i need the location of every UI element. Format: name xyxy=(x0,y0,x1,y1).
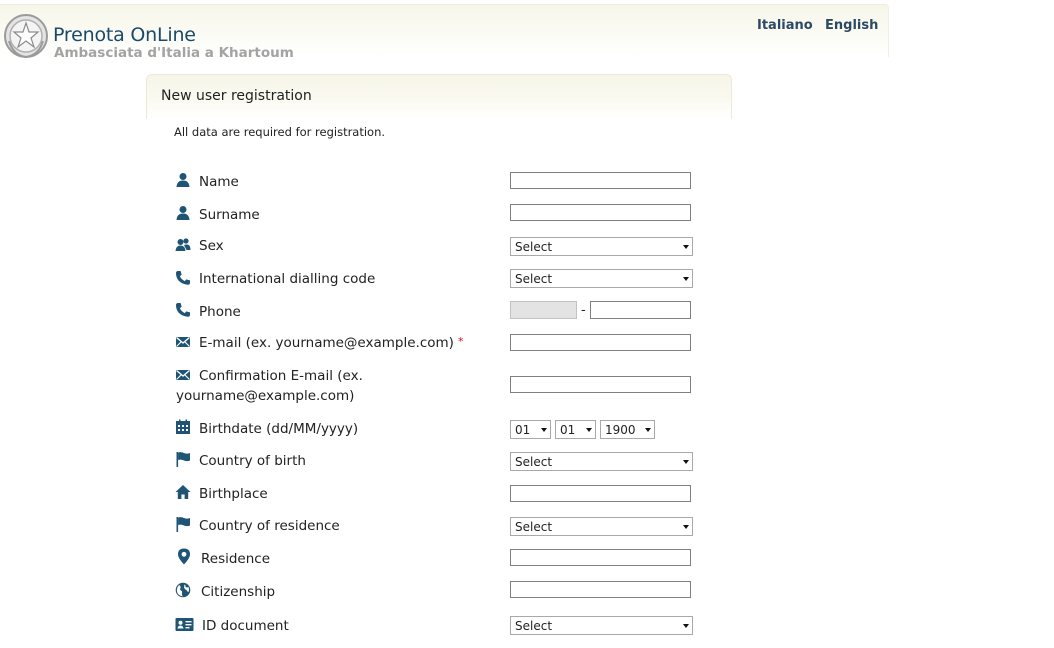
email-input[interactable] xyxy=(510,334,691,351)
name-input[interactable] xyxy=(510,172,691,189)
id-card-icon xyxy=(175,617,194,633)
chevron-down-icon xyxy=(586,428,592,432)
phone-icon xyxy=(175,302,191,318)
id-document-select-value: Select xyxy=(515,619,553,633)
globe-icon xyxy=(175,582,191,598)
flag-icon xyxy=(175,451,191,467)
birth-month-select[interactable] xyxy=(555,420,596,439)
birth-month-value: 01 xyxy=(560,423,576,437)
language-link-english[interactable]: English xyxy=(825,18,879,33)
birthplace-input[interactable] xyxy=(510,485,691,502)
chevron-down-icon xyxy=(683,460,689,464)
dialling-code-select[interactable] xyxy=(510,269,693,288)
country-of-residence-label: Country of residence xyxy=(199,518,340,534)
sex-select-value: Select xyxy=(515,240,553,254)
language-link-italiano[interactable]: Italiano xyxy=(757,18,813,33)
birthdate-label: Birthdate (dd/MM/yyyy) xyxy=(199,421,359,437)
phone-label: Phone xyxy=(199,304,241,320)
residence-label: Residence xyxy=(201,551,271,567)
map-pin-icon xyxy=(177,548,193,564)
brand-subtitle: Ambasciata d'Italia a Khartoum xyxy=(54,45,294,61)
header-bar xyxy=(0,4,889,61)
email-confirm-label-line2: yourname@example.com) xyxy=(176,388,355,404)
id-document-select[interactable] xyxy=(510,616,693,635)
phone-separator: - xyxy=(581,303,586,318)
user-icon xyxy=(175,205,191,221)
user-icon xyxy=(175,172,191,188)
surname-label: Surname xyxy=(199,207,260,223)
flag-icon xyxy=(175,516,191,532)
users-icon xyxy=(175,237,191,253)
phone-number-input[interactable] xyxy=(590,301,691,319)
chevron-down-icon xyxy=(541,428,547,432)
envelope-icon xyxy=(175,334,191,350)
country-of-residence-select[interactable] xyxy=(510,517,693,536)
email-confirm-label-line1: Confirmation E-mail (ex. xyxy=(199,368,363,384)
dialling-code-select-value: Select xyxy=(515,272,553,286)
required-marker: * xyxy=(457,335,464,348)
country-of-residence-select-value: Select xyxy=(515,520,553,534)
emblem-icon xyxy=(3,11,49,61)
id-document-label: ID document xyxy=(202,618,289,634)
phone-prefix-input xyxy=(510,301,577,319)
chevron-down-icon xyxy=(683,525,689,529)
name-label: Name xyxy=(199,174,239,190)
dialling-code-label: International dialling code xyxy=(199,271,376,287)
home-icon xyxy=(175,484,191,500)
chevron-down-icon xyxy=(683,624,689,628)
chevron-down-icon xyxy=(683,277,689,281)
birth-year-select[interactable] xyxy=(600,420,655,439)
email-label: E-mail (ex. yourname@example.com) * xyxy=(199,335,464,351)
sex-select[interactable] xyxy=(510,237,693,256)
country-of-birth-select[interactable] xyxy=(510,452,693,471)
birth-day-value: 01 xyxy=(515,423,531,437)
chevron-down-icon xyxy=(645,428,651,432)
phone-icon xyxy=(175,270,191,286)
brand-title: Prenota OnLine xyxy=(53,24,196,46)
panel-title: New user registration xyxy=(161,88,312,104)
surname-input[interactable] xyxy=(510,204,691,221)
birth-day-select[interactable] xyxy=(510,420,551,439)
country-of-birth-select-value: Select xyxy=(515,455,553,469)
birthplace-label: Birthplace xyxy=(199,486,268,502)
email-confirm-input[interactable] xyxy=(510,376,691,393)
panel-header xyxy=(146,74,732,119)
birth-year-value: 1900 xyxy=(605,423,636,437)
required-note: All data are required for registration. xyxy=(174,125,386,139)
chevron-down-icon xyxy=(683,245,689,249)
sex-label: Sex xyxy=(199,238,224,254)
calendar-icon xyxy=(175,419,191,435)
citizenship-input[interactable] xyxy=(510,581,691,598)
envelope-icon xyxy=(175,367,191,383)
citizenship-label: Citizenship xyxy=(201,584,276,600)
country-of-birth-label: Country of birth xyxy=(199,453,306,469)
residence-input[interactable] xyxy=(510,549,691,566)
